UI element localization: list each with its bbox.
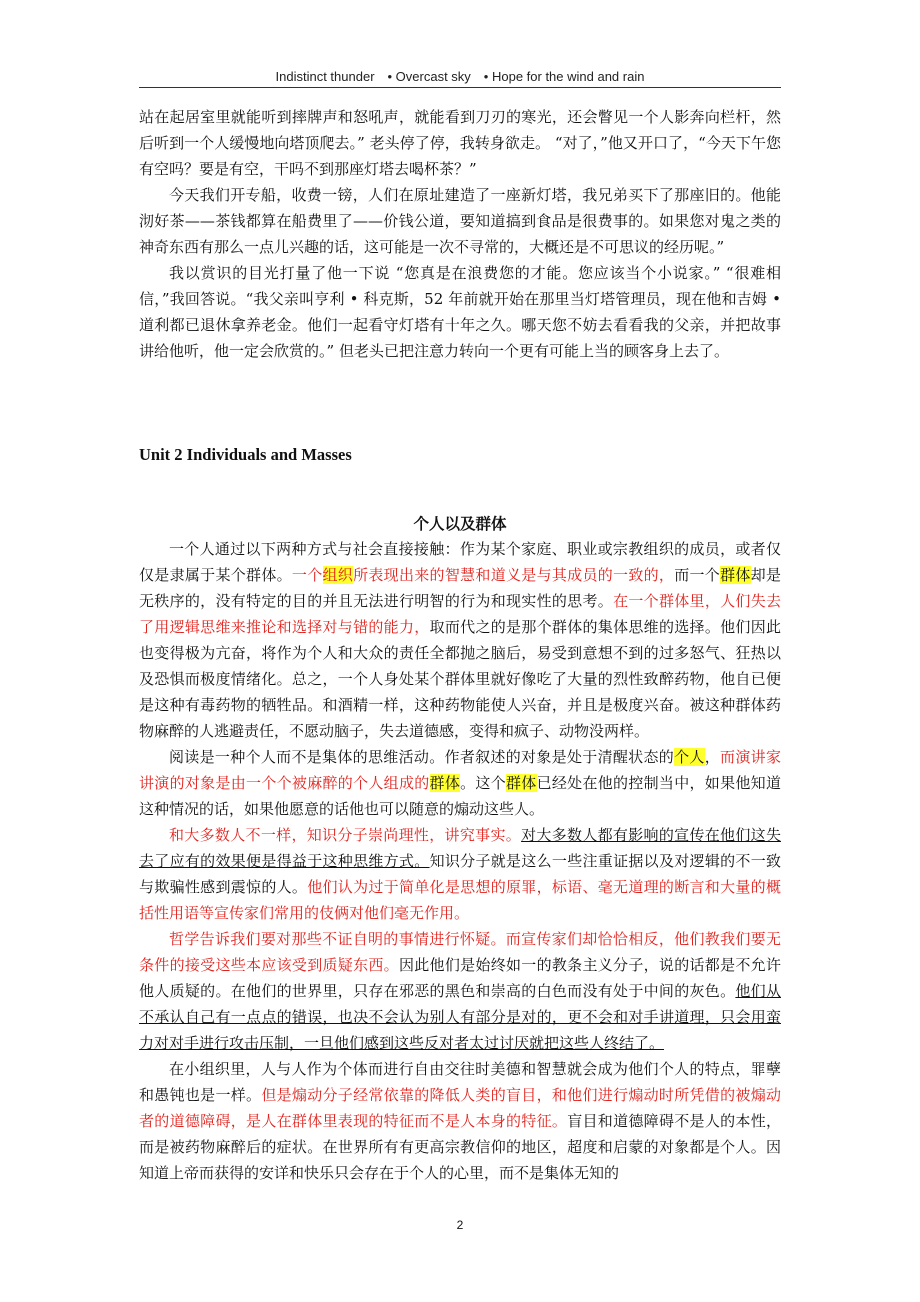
text: 阅读是一种个人而不是集体的思维活动。作者叙述的对象是处于清醒状态的 [169,748,675,766]
story-section [139,104,781,364]
article-paragraph-2 [139,744,781,822]
highlighted-term: 组织 [322,566,354,584]
article-paragraph-1 [139,536,781,744]
highlighted-term: 群体 [720,566,751,584]
text: ， [704,748,721,766]
highlighted-term: 群体 [429,774,461,792]
red-text: 所表现出来的智慧和道义是与其成员的一致的， [353,566,675,584]
red-text: 哲学告诉我们要对那些不证自明的事情进行怀疑。而宣传家们却恰恰相反，他们教我们要无条件的接受这些本应该受到质疑东西。 [139,930,781,974]
page-header: Indistinct thunder • Overcast sky • Hope for the wind and rain [275,69,645,84]
article-paragraph-5 [139,1056,781,1186]
text: 因此他们是始终如一的教条主义分子，说的话都是不允许他人质疑的。在他们的世界里，只存在邪恶的黑色和崇高的白色而没有处于中间的灰色。 [139,956,781,1000]
text: 取而代之的是那个群体的集体思维的选择。他们因此也变得极为亢奋，将作为个人和大众的责任全都抛之脑后，易受到意想不到的过多怒气、狂热以及恐惧而极度情绪化。总之，一个人身处某个群体里就好像吃了大量的烈性致醉药物，他自已便是这种有毒药物的牺牲品。和酒精一样，这种药物能使人兴奋，并且是极度兴奋。被这种群体药物麻醉的人逃避责任，不愿动脑子，失去道德感，变得和疯子、动物没两样。 [139,618,781,740]
header-rule [139,87,781,88]
red-text: 他们认为过于简单化是思想的原罪，标语、毫无道理的断言和大量的概括性用语等宣传家们常用的伎俩对他们毫无作用。 [139,878,781,922]
red-text: 在一个群体里，人们失去了用逻辑思维来推论和选择对与错的能力， [139,592,781,636]
text: 。这个 [460,774,506,792]
text: 而一个 [674,566,721,584]
story-paragraph-2: 今天我们开专船，收费一镑，人们在原址建造了一座新灯塔，我兄弟买下了那座旧的。他能沏好茶——茶钱都算在船费里了——价钱公道，要知道搞到食品是很费事的。如果您对鬼之类的神奇东西有那么一点儿兴趣的话，这可能是一次不寻常的，大概还是不可思议的经历呢。” [139,186,781,256]
text: 知识分子就是这么一些注重证据以及对逻辑的不一致与欺骗性感到震惊的人。 [139,852,781,896]
underlined-text: 他们从不承认自己有一点点的错误，也决不会认为别人有部分是对的，更不会和对手讲道理，只会用蛮力对对手进行攻击压制，一旦他们感到这些反对者太过讨厌就把这些人终结了。 [139,982,781,1052]
red-text: 但是煽动分子经常依靠的降低人类的盲目，和他们进行煽动时所凭借的被煽动者的道德障碍，是人在群体里表现的特征而不是人本身的特征。 [139,1086,781,1130]
underlined-text: 对大多数人都有影响的宣传在他们这失去了应有的效果便是得益于这种思维方式。 [139,826,781,870]
text: 盲目和道德障碍不是人的本性，而是被药物麻醉后的症状。在世界所有有更高宗教信仰的地区，超度和启蒙的对象都是个人。因知道上帝而获得的安详和快乐只会存在于个人的心里，而不是集体无知的 [139,1112,781,1182]
unit-title: Unit 2 Individuals and Masses [139,445,352,464]
article-title: 个人以及群体 [413,514,507,533]
story-paragraph-1: 站在起居室里就能听到摔牌声和怒吼声，就能看到刀刃的寒光，还会瞥见一个人影奔向栏杆，然后听到一个人缓慢地向塔顶爬去。” 老头停了停，我转身欲走。 “对了，”他又开口了，“今天下午您有空吗？要是有空，干吗不到那座灯塔去喝杯茶？” [139,108,781,178]
red-text: 一个 [291,566,323,584]
red-text: 而演讲家讲演的对象是由一个个被麻醉的个人组成的 [139,748,781,792]
red-text: 和大多数人不一样，知识分子崇尚理性，讲究事实。 [169,826,522,844]
text: 在小组织里，人与人作为个体而进行自由交往时美德和智慧就会成为他们个人的特点，罪孽和愚钝也是一样。 [139,1060,781,1104]
highlighted-term: 个人 [674,748,705,766]
article-body [139,536,781,1186]
text: 一个人通过以下两种方式与社会直接接触：作为某个家庭、职业或宗教组织的成员，或者仅仅是隶属于某个群体。 [139,540,781,584]
article-paragraph-4 [139,926,781,1056]
text: 已经处在他的控制当中，如果他知道这种情况的话，如果他愿意的话他也可以随意的煽动这些人。 [139,774,781,818]
page-number: 2 [456,1218,464,1232]
highlighted-term: 群体 [506,774,537,792]
text: 却是无秩序的，没有特定的目的并且无法进行明智的行为和现实性的思考。 [139,566,781,610]
article-paragraph-3 [139,822,781,926]
story-paragraph-3: 我以赏识的目光打量了他一下说 “您真是在浪费您的才能。您应该当个小说家。” “很难相信，”我回答说。“我父亲叫亨利 • 科克斯，52 年前就开始在那里当灯塔管理员，现在他和吉姆 • 道利都已退休拿养老金。他们一起看守灯塔有十年之久。哪天您不妨去看看我的父亲，并把故事讲给他听，他一定会欣赏的。” 但老头已把注意力转向一个更有可能上当的顾客身上去了。 [139,264,781,360]
